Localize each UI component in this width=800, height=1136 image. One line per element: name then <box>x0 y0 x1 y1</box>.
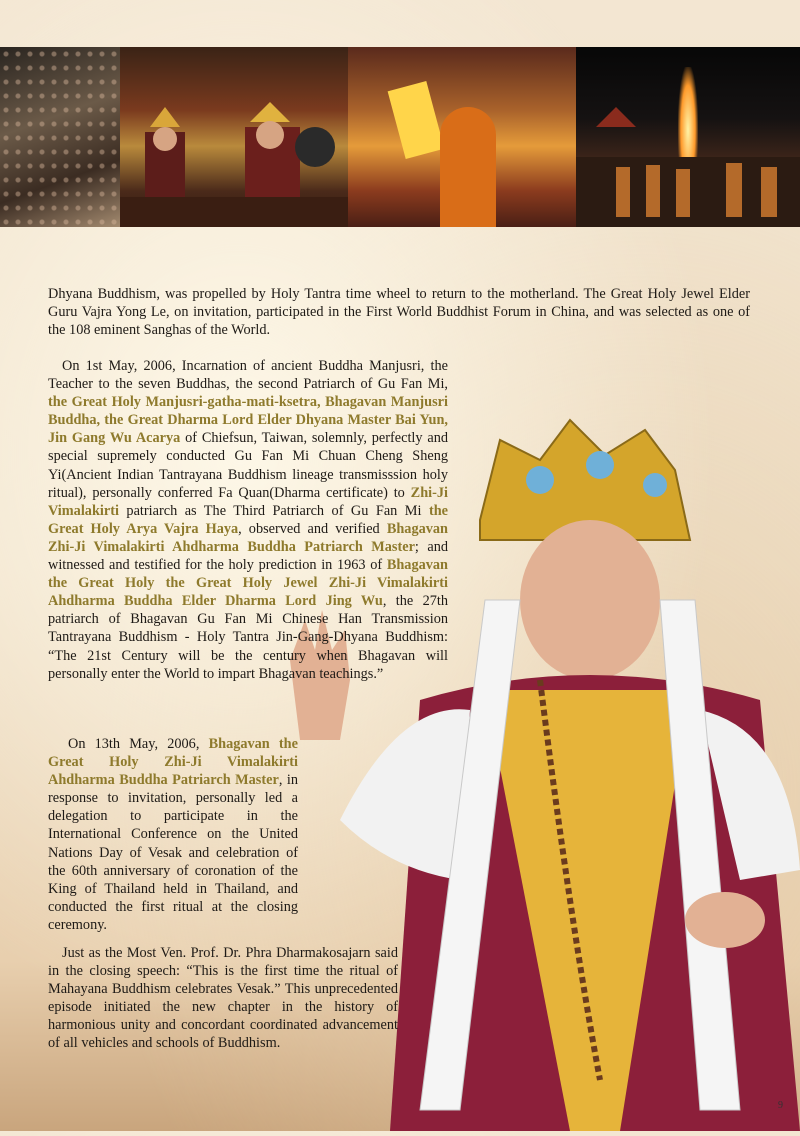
paragraph-3 <box>48 735 298 934</box>
photo-crowd <box>0 47 120 227</box>
photo-ritual-masters <box>120 47 348 227</box>
highlight-name-2: Zhi-Ji Vimalakirti <box>48 484 448 519</box>
highlight-name-3: the Great Holy Arya Vajra Haya <box>48 502 448 537</box>
paragraph-2-text: patriarch as The Third Patriarch of Gu Fan Mi <box>118 502 429 519</box>
paragraph-3-text: On 13th May, 2006, <box>68 736 209 752</box>
paragraph-2-text: , the 27th patriarch of Bhagavan Gu Fan Mi Chinese Han Transmission Tantrayana Buddhism - Holy Tantra Jin-Gang-Dhyana Buddhism: “The 21st Century will be the century when Bhagavan will personally enter the World to impart Bhagavan teachings.” <box>48 593 448 682</box>
paragraph-2-text: ; and witnessed and testified for the holy prediction in 1963 of <box>48 538 448 574</box>
paragraph-4-text: Just as the Most Ven. Prof. Dr. Phra Dharmakosajarn said in the closing speech: “This is the first time the ritual of Mahayana Buddhism celebrates Vesak.” This unprecedented episode initiated the new chapter in the history of harmonious unity and concordant coordinated advancement of all vehicles and schools of Buddhism. <box>48 945 398 1052</box>
highlight-name-5: Bhagavan the Great Holy the Great Holy Jewel Zhi-Ji Vimalakirti Ahdharma Buddha Elder Dharma Lord Jing Wu <box>48 557 448 610</box>
paragraph-2-text: On 1st May, 2006, Incarnation of ancient Buddha Manjusri, the Teacher to the seven Buddhas, the second Patriarch of Gu Fan Mi, <box>48 358 448 393</box>
photo-night-ceremony <box>576 47 800 227</box>
photo-strip <box>0 47 800 227</box>
paragraph-3-text: , in response to invitation, personally led a delegation to participate in the International Conference on the United Nations Day of Vesak and celebration of the 60th anniversary of coronation of the King of Thailand held in Thailand, and conducted the first ritual at the closing ceremony. <box>48 772 298 933</box>
paragraph-2-text: of Chiefsun, Taiwan, solemnly, perfectly and special supremely conducted Gu Fan Mi Chuan Cheng Sheng Yi(Ancient Indian Tantrayana Buddhism lineage transmisssion holy ritual), personally conferred Fa Quan(Dharma certificate) to <box>48 430 448 501</box>
paragraph-1-text: Dhyana Buddhism, was propelled by Holy Tantra time wheel to return to the motherland. The Great Holy Jewel Elder Guru Vajra Yong Le, on invitation, participated in the First World Buddhist Forum in China, and was selected as one of the 108 eminent Sanghas of the World. <box>48 286 750 339</box>
paragraph-1 <box>48 285 750 339</box>
highlight-name-6: Bhagavan the Great Holy Zhi-Ji Vimalakirti Ahdharma Buddha Patriarch Master <box>48 736 298 789</box>
paragraph-4 <box>48 944 398 1053</box>
highlight-name-4: Bhagavan Zhi-Ji Vimalakirti Ahdharma Buddha Patriarch Master <box>48 520 448 555</box>
photo-monks-scroll <box>348 47 576 227</box>
page-number: 9 <box>778 1100 783 1111</box>
highlight-name-1: the Great Holy Manjusri-gatha-mati-ksetra, Bhagavan Manjusri Buddha, the Great Dharma Lord Elder Dhyana Master Bai Yun, Jin Gang Wu Acarya <box>48 394 448 447</box>
paragraph-2 <box>48 357 448 683</box>
paragraph-2-text: , observed and verified <box>238 520 387 537</box>
